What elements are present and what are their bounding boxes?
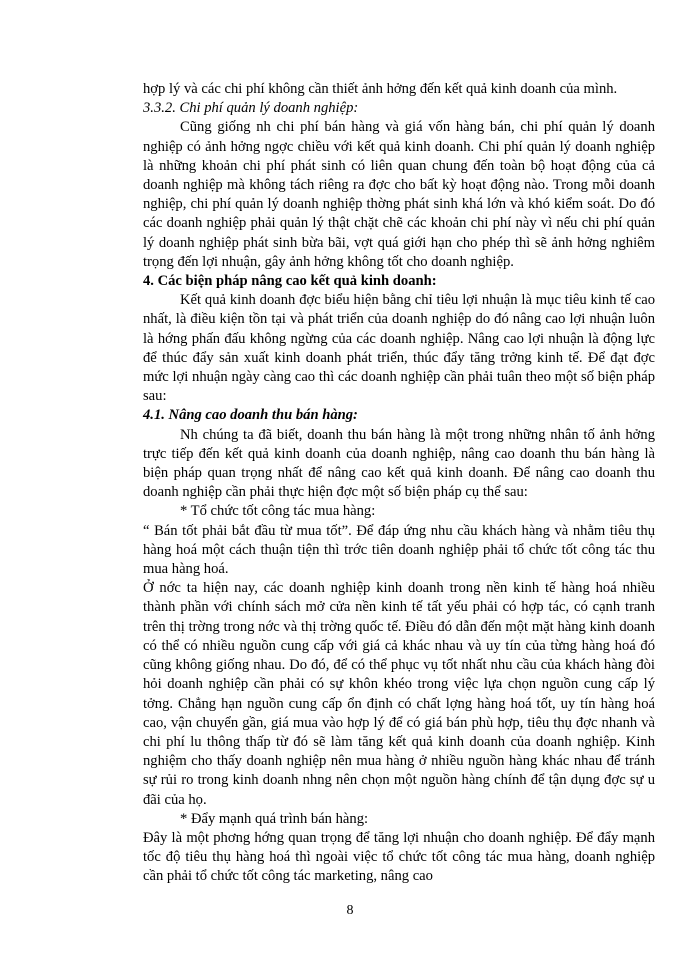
section-heading-4-1: 4.1. Nâng cao doanh thu bán hàng: (143, 407, 358, 424)
page-body (143, 80, 655, 887)
paragraph-suppliers: Ở nớc ta hiện nay, các doanh nghiệp kinh doanh trong nền kinh tế hàng hoá nhiều thành phần với chính sách mở cửa nền kinh tế tất yếu phải có hợp tác, có cạnh tranh trên thị trờng trong nớc và thị trờng quốc tế. Điều đó dẫn đến một mặt hàng kinh doanh có thể có nhiều nguồn cung cấp với giá cả khác nhau và uy tín của từng hàng hoá đó cũng không giống nhau. Do đó, để có thể phục vụ tốt nhất nhu cầu của khách hàng đòi hỏi doanh nghiệp cần phải có sự khôn khéo trong việc lựa chọn nguồn cung cấp lý tởng. Chẳng hạn nguồn cung cấp ổn định có chất lợng hàng hoá tốt, uy tín hàng hoá cao, vận chuyển gần, giá mua vào hợp lý để có giá bán phù hợp, tiêu thụ đợc nhanh và chi phí lu thông thấp từ đó sẽ làm tăng kết quả kinh doanh của doanh nghiệp. Kinh nghiệm cho thấy doanh nghiệp nên mua hàng ở nhiều nguồn hàng khác nhau để tránh sự rủi ro trong kinh doanh nhng nên chọn một nguồn hàng chính để tận dụng đợc sự u đãi của họ. (143, 580, 655, 808)
paragraph-profit-goal: Kết quả kinh doanh đợc biểu hiện bằng chỉ tiêu lợi nhuận là mục tiêu kinh tế cao nhất, là điều kiện tồn tại và phát triển của doanh nghiệp do đó nâng cao lợi nhuận luôn là hớng phấn đấu không ngừng của các doanh nghiệp. Nâng cao lợi nhuận là động lực để thúc đẩy sản xuất kinh doanh phát triển, thúc đẩy tăng trởng kinh tế. Để đạt đợc mức lợi nhuận ngày càng cao thì các doanh nghiệp cần phải tuân theo một số biện pháp sau: (143, 292, 655, 405)
paragraph-continuation: hợp lý và các chi phí không cần thiết ảnh hởng đến kết quả kinh doanh của mình. (143, 81, 618, 97)
bullet-purchasing: * Tổ chức tốt công tác mua hàng: (180, 503, 376, 520)
bullet-selling: * Đẩy mạnh quá trình bán hàng: (180, 810, 369, 827)
paragraph-buy-well: “ Bán tốt phải bắt đầu từ mua tốt”. Để đáp ứng nhu cầu khách hàng và nhằm tiêu thụ hàng hoá một cách thuận tiện thì trớc tiên doanh nghiệp phải tổ chức tốt công tác thu mua hàng hoá. (143, 522, 655, 578)
paragraph-sales-revenue: Nh chúng ta đã biết, doanh thu bán hàng là một trong những nhân tố ảnh hởng trực tiếp đến kết quả kinh doanh của doanh nghiệp, nâng cao doanh thu bán hàng là biện pháp quan trọng nhất để nâng cao kết quả kinh doanh. Để nâng cao doanh thu doanh nghiệp cần phải thực hiện đợc một số biện pháp cụ thể sau: (143, 426, 655, 501)
paragraph-selling-direction: Đây là một phơng hớng quan trọng để tăng lợi nhuận cho doanh nghiệp. Để đẩy mạnh tốc độ tiêu thụ hàng hoá thì ngoài việc tổ chức tốt công tác mua hàng, doanh nghiệp cần phải tổ chức tốt công tác marketing, nâng cao (143, 829, 655, 885)
paragraph-management-costs: Cũng giống nh chi phí bán hàng và giá vốn hàng bán, chi phí quản lý doanh nghiệp có ảnh hởng ngợc chiều với kết quả kinh doanh. Chi phí quản lý doanh nghiệp là những khoản chi phí phát sinh có liên quan chung đến toàn bộ hoạt động của cả doanh nghiệp mà không tách riêng ra đợc cho bất kỳ hoạt động nào. Trong mỗi doanh nghiệp, chi phí quản lý doanh nghiệp thờng phát sinh khá lớn và khó kiểm soát. Do đó các doanh nghiệp phải quản lý thật chặt chẽ các khoản chi phí này vì nếu chi phí quản lý doanh nghiệp phát sinh bừa bãi, vợt quá giới hạn cho phép thì sẽ ảnh hởng nghiêm trọng đến lợi nhuận, gây ảnh hởng không tốt cho doanh nghiệp. (143, 119, 655, 270)
section-heading-4: 4. Các biện pháp nâng cao kết quả kinh doanh: (143, 273, 437, 290)
page-number: 8 (346, 903, 354, 918)
section-heading-3-3-2: 3.3.2. Chi phí quản lý doanh nghiệp: (143, 100, 359, 117)
